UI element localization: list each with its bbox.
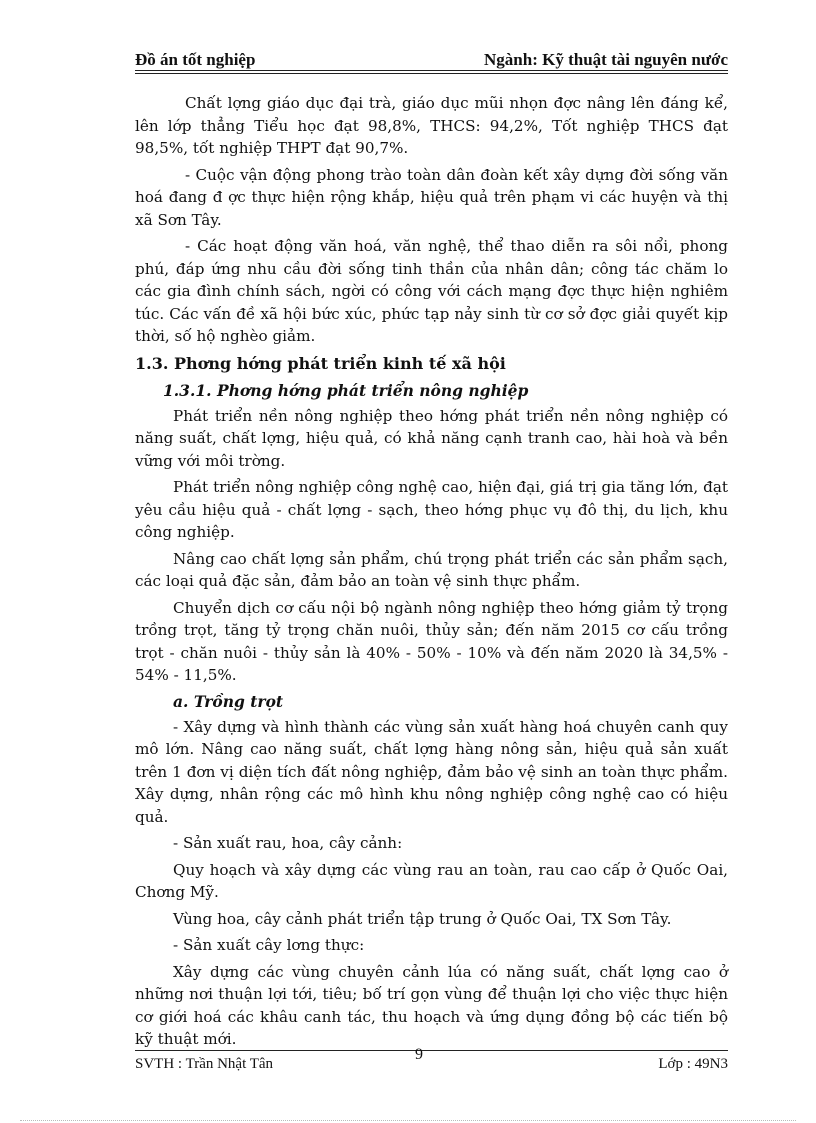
page-edge-divider <box>20 1120 796 1121</box>
header-document-type: Đồ án tốt nghiệp <box>135 50 256 69</box>
footer-divider <box>135 1050 728 1051</box>
paragraph-product-quality: Nâng cao chất lợng sản phẩm, chú trọng phát triển các sản phẩm sạch, các loại quả đặc sản, đảm bảo an toàn vệ sinh thực phẩm. <box>135 549 728 590</box>
section-heading-1-3: 1.3. Phơng hớng phát triển kinh tế xã hội <box>135 353 506 373</box>
paragraph-vegetables-flowers: - Sản xuất rau, hoa, cây cảnh: <box>173 834 403 852</box>
subsection-heading-1-3-1: 1.3.1. Phơng hớng phát triển nông nghiệp <box>163 380 529 400</box>
page-footer <box>135 1046 728 1080</box>
paragraph-restructuring: Chuyển dịch cơ cấu nội bộ ngành nông nghiệp theo hớng giảm tỷ trọng trồng trọt, tăng tỷ trọng chăn nuôi, thủy sản; đến năm 2015 cơ cấu trồng trọt - chăn nuôi - thủy sản là 40% - 50% - 10% và đến năm 2020 là 34,5% - 54% - 11,5%. <box>135 598 728 684</box>
paragraph-vegetable-planning: Quy hoạch và xây dựng các vùng rau an toàn, rau cao cấp ở Quốc Oai, Chơng Mỹ. <box>135 860 728 901</box>
paragraph-rice-zones: Xây dựng các vùng chuyên cảnh lúa có năng suất, chất lợng cao ở những nơi thuận lợi tới, tiêu; bố trí gọn vùng để thuận lợi cho việc thực hiện cơ giới hoá các khâu canh tác, thu hoạch và ứng dụng đồng bộ các tiến bộ kỹ thuật mới. <box>135 962 728 1048</box>
page-header <box>135 48 728 72</box>
footer-student: SVTH : Trần Nhật Tân <box>135 1056 274 1072</box>
paragraph-agriculture-direction: Phát triển nền nông nghiệp theo hớng phát triển nền nông nghiệp có năng suất, chất lợng, hiệu quả, có khả năng cạnh tranh cao, hài hoà và bền vững với môi trờng. <box>135 406 728 470</box>
paragraph-cultural-activities: - Các hoạt động văn hoá, văn nghệ, thể thao diễn ra sôi nổi, phong phú, đáp ứng nhu cầu đời sống tinh thần của nhân dân; công tác chăm lo các gia đình chính sách, ngời có công với cách mạng đợc thực hiện nghiêm túc. Các vấn đề xã hội bức xúc, phức tạp nảy sinh từ cơ sở đợc giải quyết kịp thời, số hộ nghèo giảm. <box>135 237 728 345</box>
paragraph-food-crops: - Sản xuất cây lơng thực: <box>173 936 365 954</box>
page-number: 9 <box>415 1046 423 1063</box>
header-major: Ngành: Kỹ thuật tài nguyên nước <box>484 50 728 69</box>
header-divider-thin <box>135 73 728 74</box>
subheading-crop-cultivation: a. Trồng trọt <box>173 691 284 711</box>
header-divider <box>135 70 728 71</box>
paragraph-commodity-zones: - Xây dựng và hình thành các vùng sản xuất hàng hoá chuyên canh quy mô lớn. Nâng cao năng suất, chất lợng hàng nông sản, hiệu quả sản xuất trên 1 đơn vị diện tích đất nông nghiệp, đảm bảo vệ sinh an toàn thực phẩm. Xây dựng, nhân rộng các mô hình khu nông nghiệp công nghệ cao có hiệu quả. <box>135 717 728 826</box>
document-body <box>135 92 728 1055</box>
paragraph-education-quality: Chất lợng giáo dục đại trà, giáo dục mũi nhọn đợc nâng lên đáng kể, lên lớp thẳng Tiểu học đạt 98,8%, THCS: 94,2%, Tốt nghiệp THCS đạt 98,5%, tốt nghiệp THPT đạt 90,7%. <box>135 94 728 157</box>
paragraph-high-tech-agriculture: Phát triển nông nghiệp công nghệ cao, hiện đại, giá trị gia tăng lớn, đạt yêu cầu hiệu quả - chất lợng - sạch, theo hớng phục vụ đô thị, du lịch, khu công nghiệp. <box>135 478 728 541</box>
footer-class: Lớp : 49N3 <box>658 1056 728 1072</box>
paragraph-cultural-movement: - Cuộc vận động phong trào toàn dân đoàn kết xây dựng đời sống văn hoá đang đ ợc thực hiện rộng khắp, hiệu quả trên phạm vi các huyện và thị xã Sơn Tây. <box>135 165 728 229</box>
paragraph-flower-zones: Vùng hoa, cây cảnh phát triển tập trung ở Quốc Oai, TX Sơn Tây. <box>173 909 672 928</box>
